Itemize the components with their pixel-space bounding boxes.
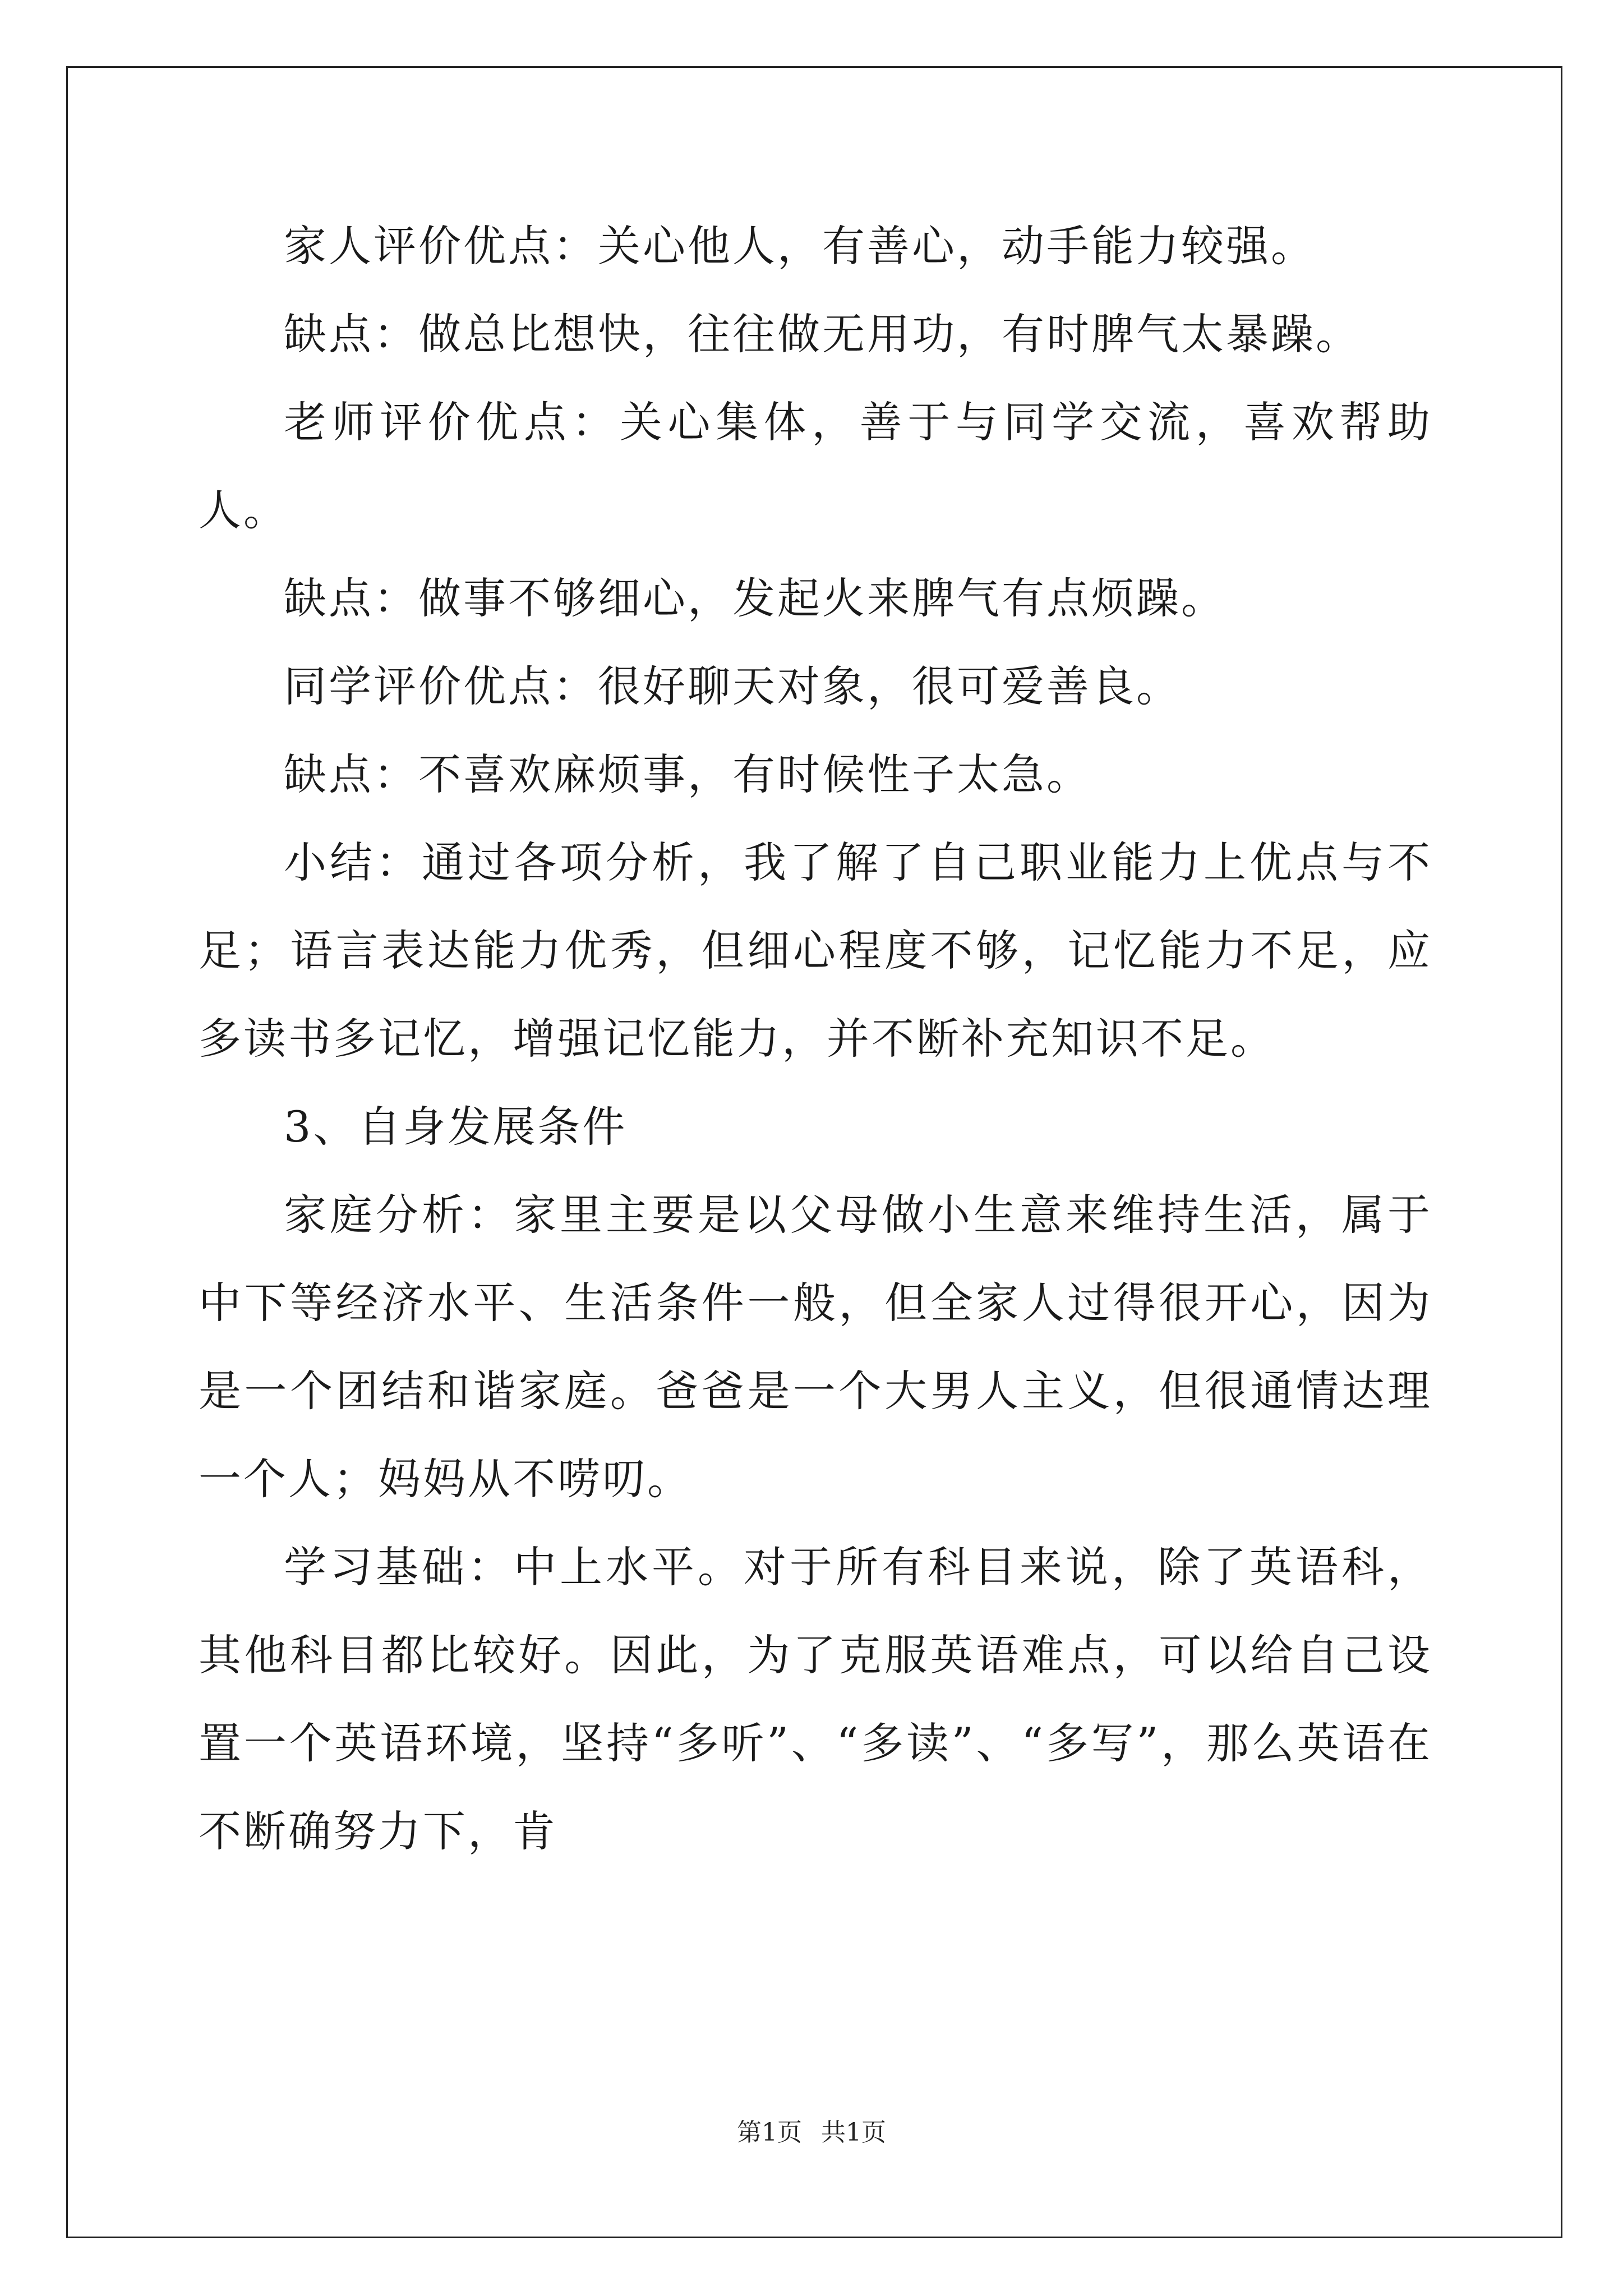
paragraph-family-strengths: 家人评价优点：关心他人，有善心，动手能力较强。	[284, 221, 1316, 271]
paragraph-classmate-weaknesses: 缺点：不喜欢麻烦事，有时候性子太急。	[284, 749, 1091, 799]
paragraph-family-analysis: 家庭分析：家里主要是以父母做小生意来维持生活，属于中下等经济水平、生活条件一般，但全家人过得很开心，因为是一个团结和谐家庭。爸爸是一个大男人主义，但很通情达理一个人；妈妈从不唠叨。	[199, 1190, 1432, 1504]
page-footer	[0, 2116, 1623, 2150]
page-total: 共1页	[821, 2118, 886, 2147]
paragraph-study-foundation: 学习基础：中上水平。对于所有科目来说，除了英语科，其他科目都比较好。因此，为了克服英语难点，可以给自己设置一个英语环境，坚持“多听”、“多读”、“多写”，那么英语在不断确努力下，肯	[199, 1542, 1432, 1856]
paragraph-teacher-weaknesses: 缺点：做事不够细心，发起火来脾气有点烦躁。	[284, 573, 1226, 623]
paragraph-family-weaknesses: 缺点：做总比想快，往往做无用功，有时脾气太暴躁。	[284, 309, 1361, 359]
section-heading: 3、自身发展条件	[284, 1102, 628, 1152]
page-number: 第1页	[737, 2118, 802, 2147]
paragraph-classmate-strengths: 同学评价优点：很好聊天对象，很可爱善良。	[284, 661, 1181, 711]
paragraph-summary: 小结：通过各项分析，我了解了自己职业能力上优点与不足；语言表达能力优秀，但细心程度不够，记忆能力不足，应多读书多记忆，增强记忆能力，并不断补充知识不足。	[199, 838, 1432, 1064]
paragraph-teacher-strengths: 老师评价优点：关心集体，善于与同学交流，喜欢帮助人。	[199, 397, 1432, 535]
document-body	[199, 202, 1432, 1875]
